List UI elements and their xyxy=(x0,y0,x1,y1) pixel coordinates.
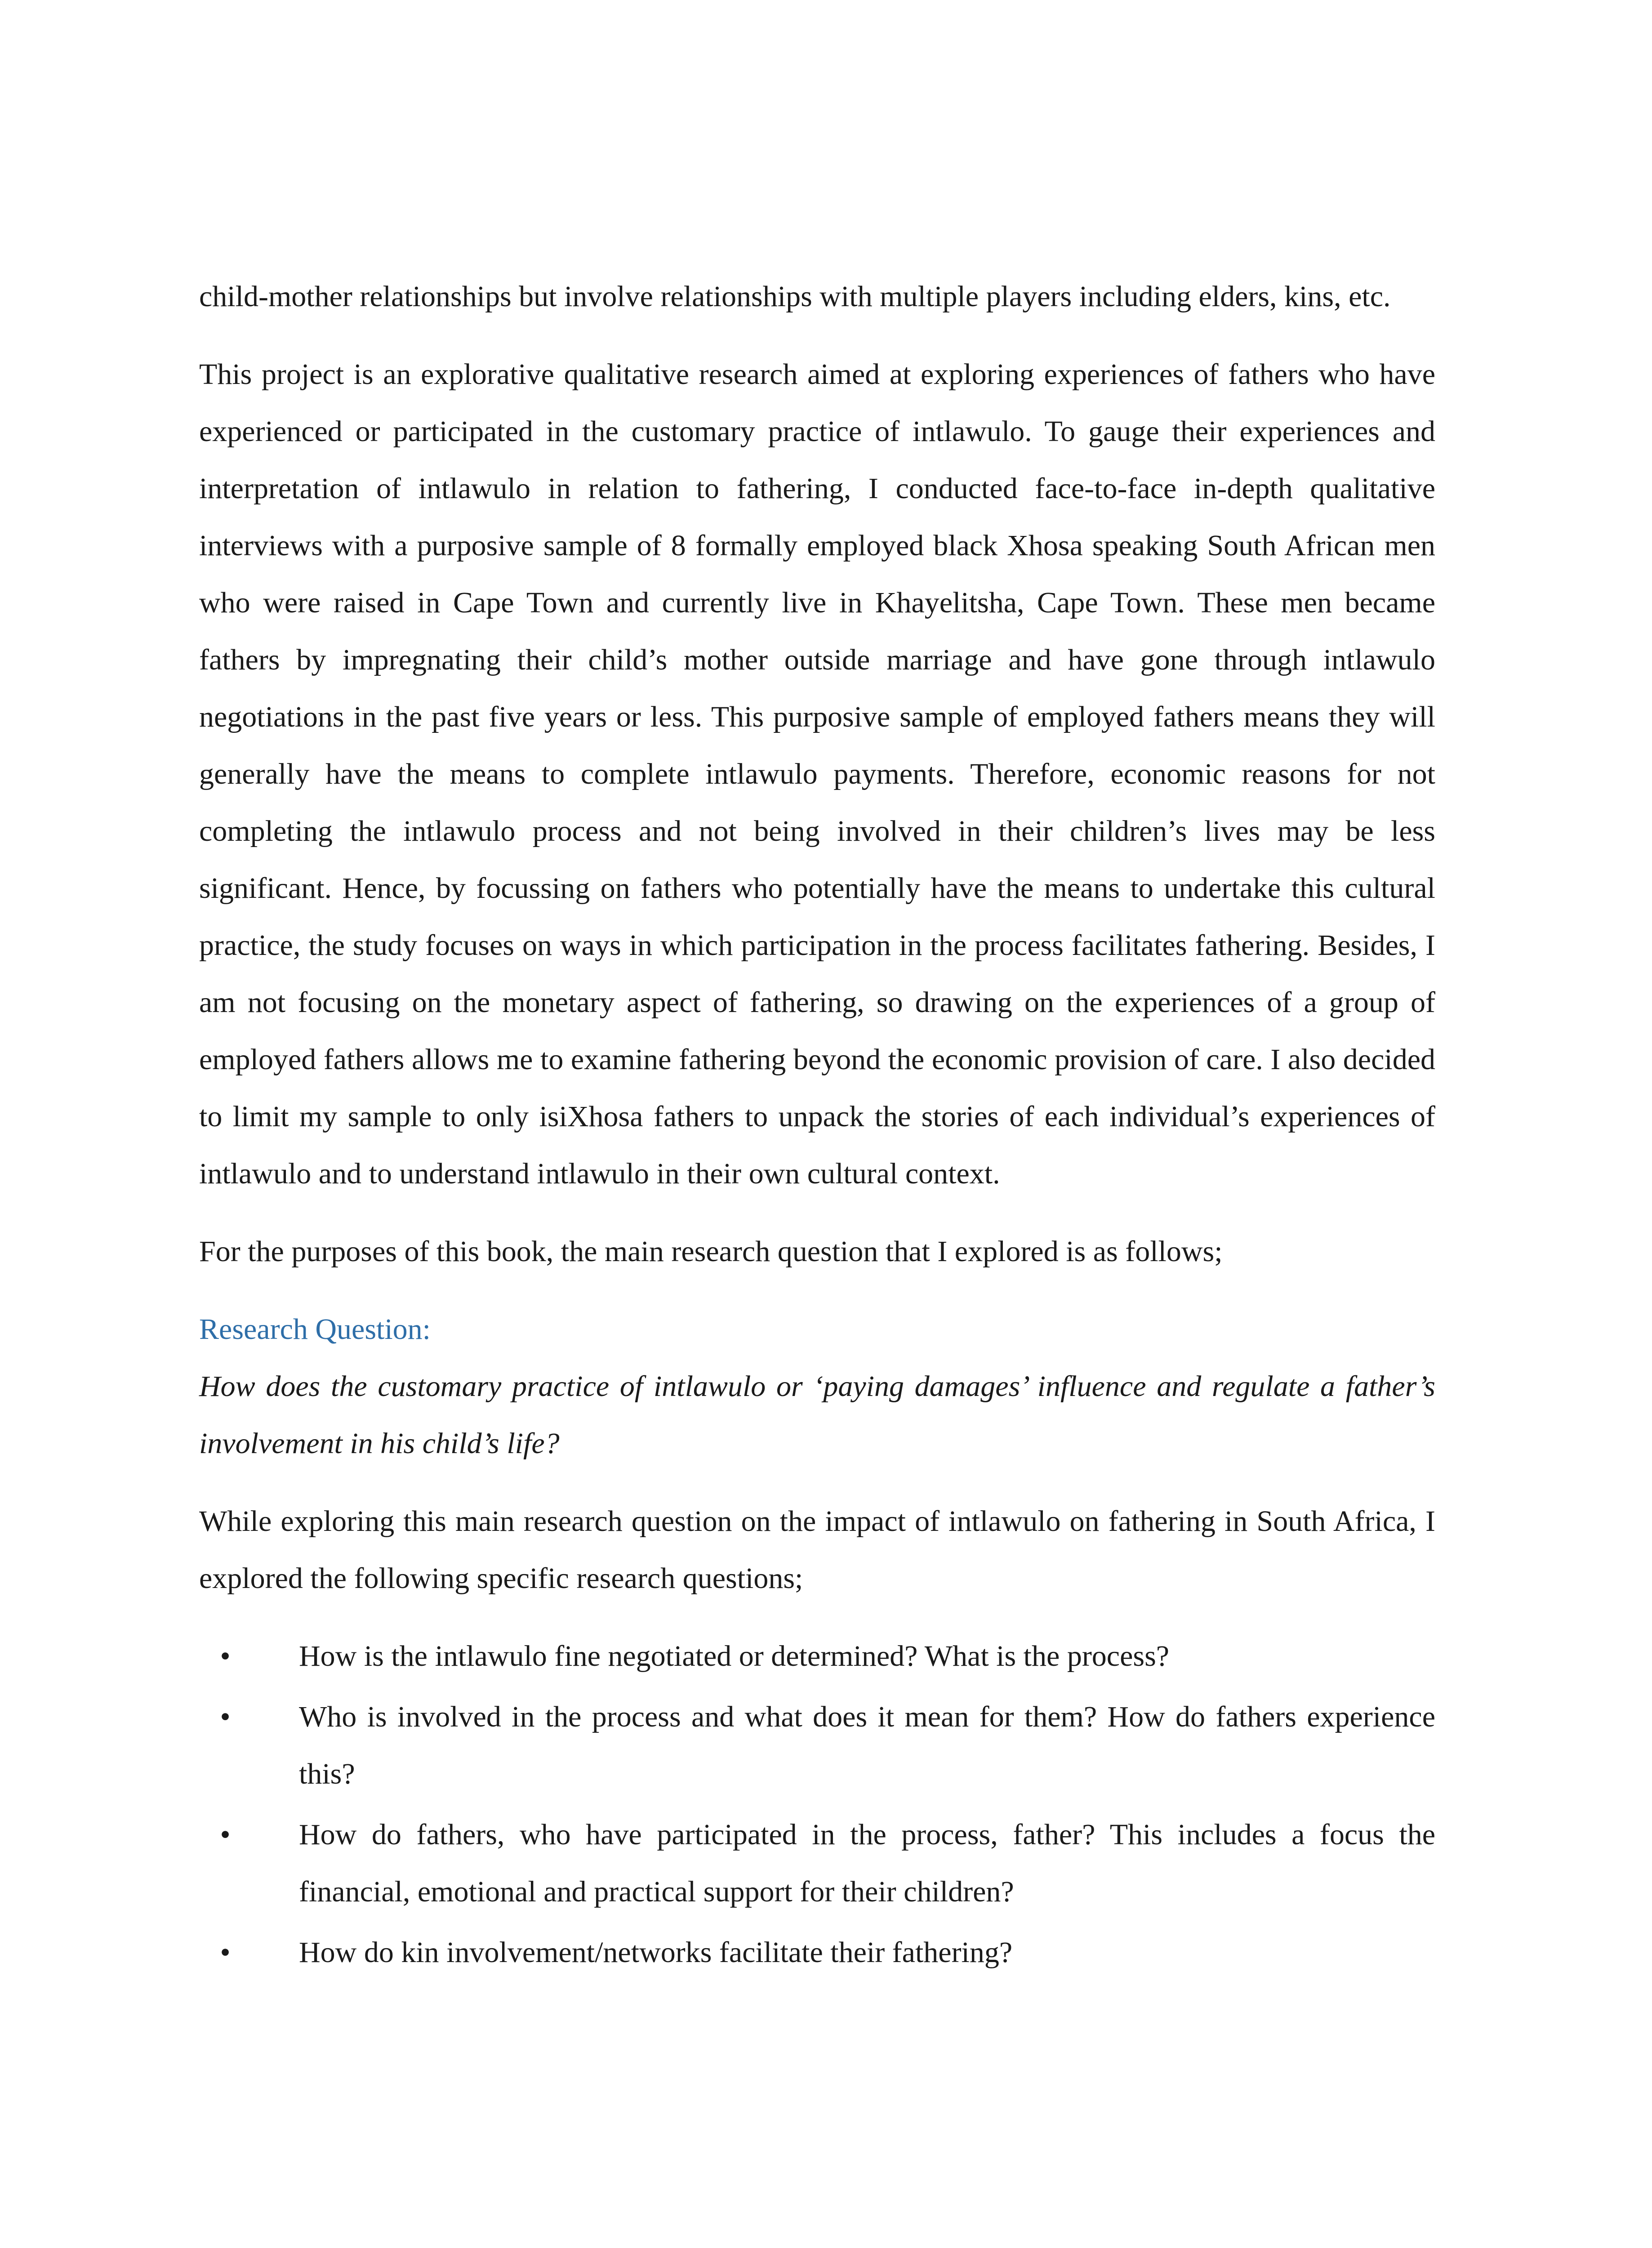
list-item-text: How do kin involvement/networks facilitate their fathering? xyxy=(299,1936,1013,1969)
page-body xyxy=(199,268,1435,1981)
specific-questions-list xyxy=(199,1628,1435,1981)
list-item xyxy=(199,1688,1435,1802)
list-item xyxy=(199,1924,1435,1981)
list-item-text: How is the intlawulo fine negotiated or determined? What is the process? xyxy=(299,1640,1170,1673)
bullet-icon: • xyxy=(220,1818,231,1851)
list-item xyxy=(199,1806,1435,1920)
paragraph-main-question-intro: For the purposes of this book, the main research question that I explored is as follows; xyxy=(199,1235,1223,1268)
bullet-icon: • xyxy=(220,1640,231,1673)
bullet-icon: • xyxy=(220,1936,231,1969)
research-question-text: How does the customary practice of intlawulo or ‘paying damages’ influence and regulate a father’s involvement in his child’s life? xyxy=(199,1370,1435,1460)
bullet-icon: • xyxy=(220,1700,231,1733)
research-question-section xyxy=(199,1301,1435,1472)
list-item xyxy=(199,1628,1435,1685)
research-question-heading: Research Question: xyxy=(199,1313,431,1346)
paragraph-specific-questions-intro: While exploring this main research question on the impact of intlawulo on fathering in South Africa, I explored the following specific research questions; xyxy=(199,1505,1435,1595)
paragraph-continuation: child-mother relationships but involve relationships with multiple players including elders, kins, etc. xyxy=(199,280,1391,313)
list-item-text: Who is involved in the process and what does it mean for them? How do fathers experience this? xyxy=(299,1700,1435,1790)
list-item-text: How do fathers, who have participated in the process, father? This includes a focus the financial, emotional and practical support for their children? xyxy=(299,1818,1435,1908)
paragraph-project-description: This project is an explorative qualitative research aimed at exploring experiences of fathers who have experienced or participated in the customary practice of intlawulo. To gauge their experiences and interpretation of intlawulo in relation to fathering, I conducted face-to-face in-depth qualitative interviews with a purposive sample of 8 formally employed black Xhosa speaking South African men who were raised in Cape Town and currently live in Khayelitsha, Cape Town. These men became fathers by impregnating their child’s mother outside marriage and have gone through intlawulo negotiations in the past five years or less. This purposive sample of employed fathers means they will generally have the means to complete intlawulo payments. Therefore, economic reasons for not completing the intlawulo process and not being involved in their children’s lives may be less significant. Hence, by focussing on fathers who potentially have the means to undertake this cultural practice, the study focuses on ways in which participation in the process facilitates fathering. Besides, I am not focusing on the monetary aspect of fathering, so drawing on the experiences of a group of employed fathers allows me to examine fathering beyond the economic provision of care. I also decided to limit my sample to only isiXhosa fathers to unpack the stories of each individual’s experiences of intlawulo and to understand intlawulo in their own cultural context. xyxy=(199,358,1435,1190)
